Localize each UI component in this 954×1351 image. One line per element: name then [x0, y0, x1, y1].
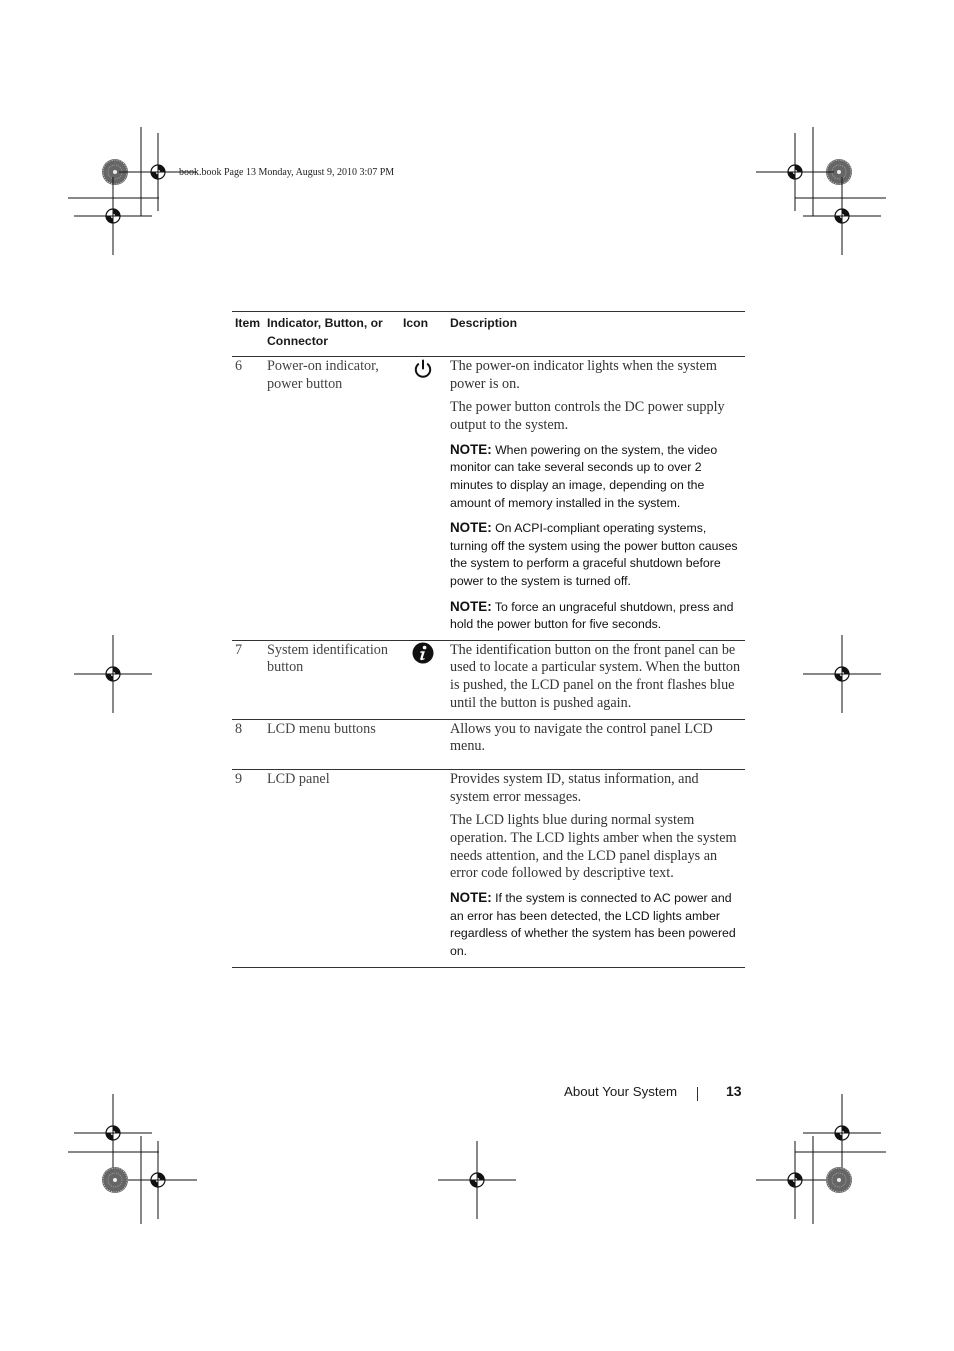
note-label: NOTE:	[450, 520, 492, 536]
note	[450, 441, 741, 512]
row-description	[447, 769, 745, 967]
table-row	[232, 357, 745, 641]
crop-mark-bottom-center	[438, 1141, 516, 1219]
crop-mark-mid-right	[803, 635, 881, 713]
table-header-row	[232, 312, 745, 357]
description-paragraph: The LCD lights blue during normal system operation. The LCD lights amber when the system needs attention, and the LCD panel displays an error code followed by descriptive text.	[450, 812, 737, 882]
page-number: 13	[726, 1083, 742, 1099]
row-name: System identification button	[264, 640, 400, 719]
row-description	[447, 357, 745, 641]
note-text: On ACPI-compliant operating systems, turning off the system using the power button causes the system to perform a graceful shutdown before power to the system is turned off.	[450, 521, 738, 588]
note	[450, 519, 741, 590]
footer-section-title: About Your System	[564, 1084, 678, 1099]
header-name: Indicator, Button, or Connector	[264, 312, 400, 357]
row-name: LCD menu buttons	[264, 719, 400, 769]
note-label: NOTE:	[450, 598, 492, 614]
row-item-number: 7	[232, 640, 264, 719]
row-name: LCD panel	[264, 769, 400, 967]
print-slug-line: book.book Page 13 Monday, August 9, 2010 3:07 PM	[179, 167, 395, 178]
header-icon: Icon	[400, 312, 447, 357]
table-row	[232, 769, 745, 967]
note-text: If the system is connected to AC power and an error has been detected, the LCD lights amber regardless of whether the system has been powered on.	[450, 891, 736, 958]
description-paragraph: Provides system ID, status information, and system error messages.	[450, 770, 699, 805]
crop-mark-top-left	[68, 127, 197, 255]
description-paragraph: The identification button on the front panel can be used to locate a particular system. When the button is pushed, the LCD panel on the front flashes blue until the button is pushed again.	[450, 641, 741, 711]
description-paragraph: The power-on indicator lights when the system power is on.	[450, 358, 717, 392]
footer-divider	[697, 1087, 698, 1101]
indicator-table	[232, 311, 745, 968]
row-item-number: 9	[232, 769, 264, 967]
row-description	[447, 719, 745, 769]
table-row	[232, 719, 745, 769]
header-description: Description	[447, 312, 745, 357]
note-label: NOTE:	[450, 890, 492, 906]
row-item-number: 8	[232, 719, 264, 769]
info-icon	[412, 642, 434, 664]
note	[450, 598, 741, 634]
row-description	[447, 640, 745, 719]
description-paragraph: The power button controls the DC power supply output to the system.	[450, 399, 725, 434]
crop-mark-bottom-left	[68, 1094, 197, 1224]
note-label: NOTE:	[450, 441, 492, 457]
row-name: Power-on indicator, power button	[264, 357, 400, 641]
crop-mark-top-right	[756, 127, 886, 255]
crop-mark-bottom-right	[756, 1094, 886, 1224]
note-text: When powering on the system, the video monitor can take several seconds up to over 2 minutes to display an image, depending on the amount of memory installed in the system.	[450, 442, 718, 510]
table-row	[232, 640, 745, 719]
note-text: To force an ungraceful shutdown, press and hold the power button for five seconds.	[450, 599, 734, 632]
power-icon	[412, 358, 434, 380]
description-paragraph: Allows you to navigate the control panel LCD menu.	[450, 720, 713, 755]
row-item-number: 6	[232, 357, 264, 641]
crop-mark-mid-left	[74, 635, 152, 713]
header-item: Item	[232, 312, 264, 357]
note	[450, 889, 741, 960]
